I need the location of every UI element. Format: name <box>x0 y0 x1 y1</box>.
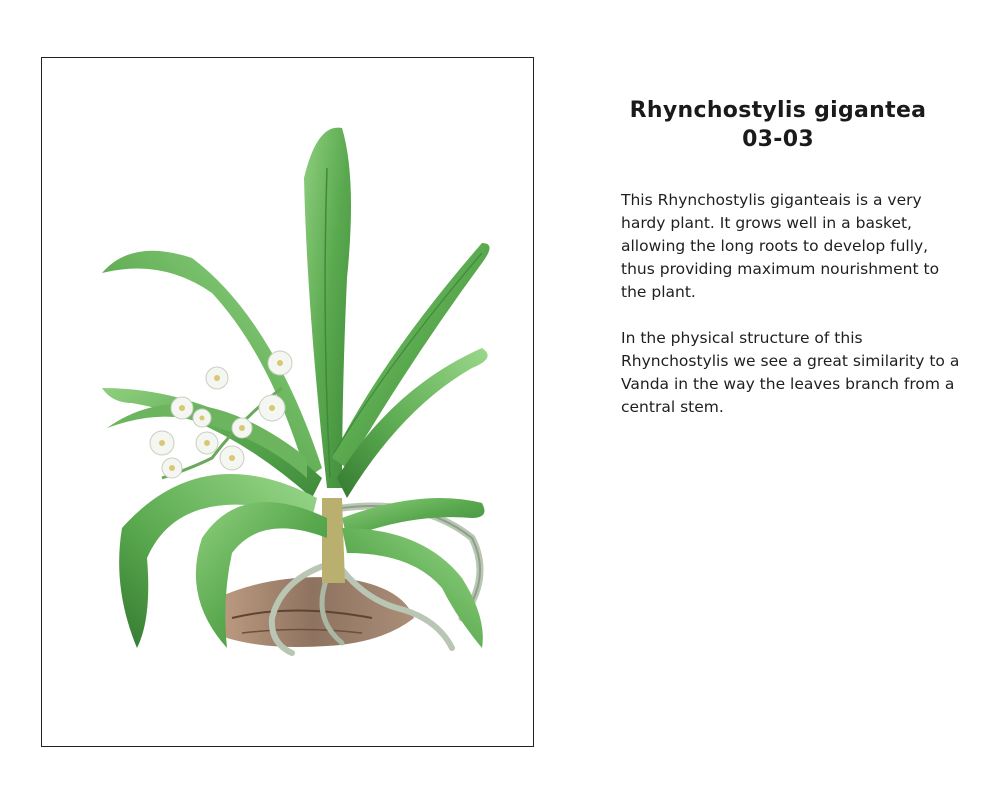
bark-piece <box>214 577 414 647</box>
plant-title <box>600 96 956 154</box>
title-species: Rhynchostylis gigantea <box>629 98 927 123</box>
title-plate-number: 03-03 <box>742 127 814 152</box>
description-paragraph-2: In the physical structure of this Rhynchostylis we see a great similarity to a Vanda in the way the leaves branch from a central stem. <box>621 329 960 416</box>
info-panel <box>600 96 980 442</box>
description-paragraph-1: This Rhynchostylis giganteais is a very hardy plant. It grows well in a basket, allowing the long roots to develop fully, thus providing maximum nourishment to the plant. <box>621 191 940 301</box>
description <box>621 189 966 419</box>
leaves <box>102 128 490 648</box>
orchid-illustration <box>42 58 533 746</box>
illustration-frame <box>41 57 534 747</box>
central-stem <box>322 498 345 583</box>
